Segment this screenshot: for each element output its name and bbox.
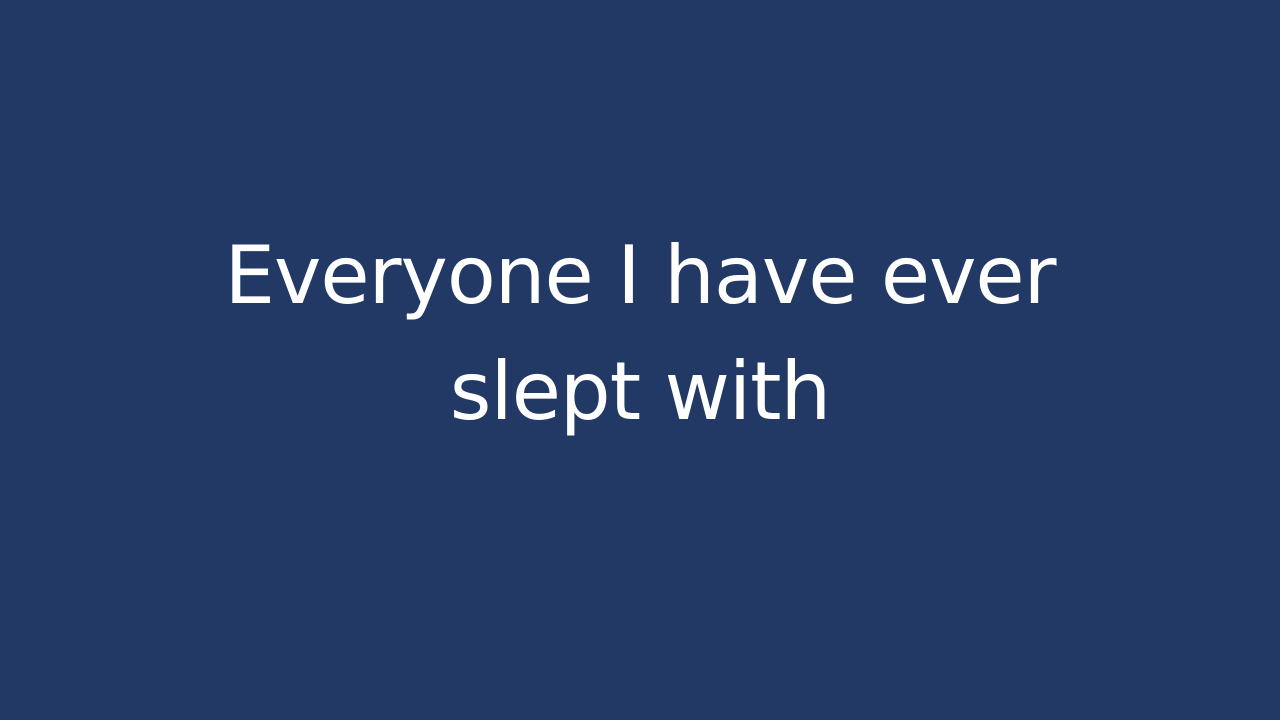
slide-title: Everyone I have ever slept with [224, 229, 1056, 438]
